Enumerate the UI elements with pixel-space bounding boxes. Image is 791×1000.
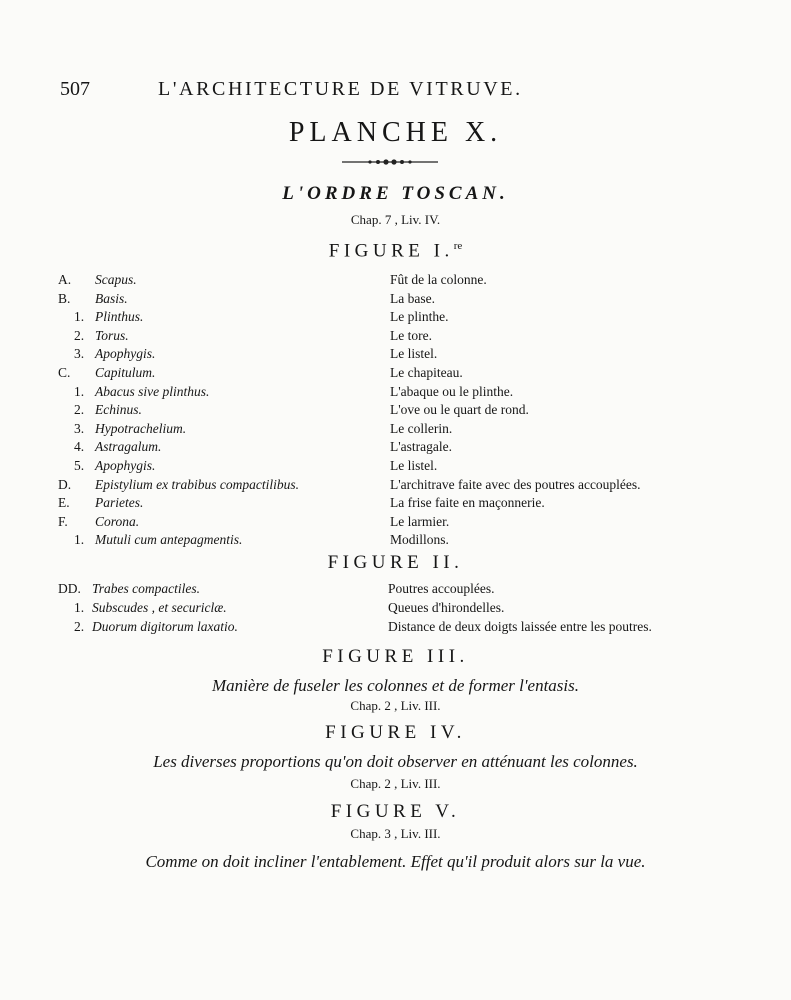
legend-latin-term: Duorum digitorum laxatio. [92, 619, 238, 634]
legend-latin-term: Epistylium ex trabibus compactilibus. [95, 476, 299, 492]
legend-latin-term: Hypotrachelium. [95, 420, 187, 436]
legend-label: 1. [74, 309, 85, 325]
legend-latin-term: Astragalum. [95, 439, 162, 455]
legend-latin-term: Echinus. [95, 402, 142, 418]
figure-3-reference: Chap. 2 , Liv. III. [350, 698, 441, 713]
legend-row [0, 421, 791, 440]
legend-french-term: Le chapiteau. [390, 365, 463, 380]
legend-label: 3. [74, 346, 85, 362]
legend-french-term: L'abaque ou le plinthe. [390, 383, 514, 399]
legend-latin-term: Abacus sive plinthus. [95, 383, 210, 399]
legend-label: 3. [74, 420, 85, 436]
legend-french-term: L'ove ou le quart de rond. [390, 402, 529, 418]
legend-label: B. [58, 290, 71, 306]
legend-latin-term: Scapus. [95, 272, 137, 287]
legend-row [0, 309, 791, 328]
legend-label: A. [58, 272, 72, 287]
legend-french-term: Fût de la colonne. [390, 272, 487, 287]
legend-label: 4. [74, 439, 85, 455]
legend-row [0, 402, 791, 421]
figure-5-reference: Chap. 3 , Liv. III. [350, 826, 441, 841]
legend-latin-term: Plinthus. [95, 309, 144, 325]
legend-latin-term: Capitulum. [95, 365, 156, 380]
legend-latin-term: Corona. [95, 513, 140, 529]
legend-label: F. [58, 513, 68, 529]
legend-label: D. [58, 476, 72, 492]
legend-latin-term: Mutuli cum antepagmentis. [95, 532, 243, 548]
legend-french-term: Le listel. [390, 346, 438, 362]
running-title: L'ARCHITECTURE DE VITRUVE. [158, 78, 523, 100]
legend-french-term: Le larmier. [390, 513, 450, 529]
legend-french-term: Le tore. [390, 327, 432, 343]
legend-row [0, 365, 791, 384]
figure-3-caption: Manière de fuseler les colonnes et de former l'entasis. [211, 676, 579, 695]
legend-french-term: Le plinthe. [390, 309, 449, 325]
ornament-divider [340, 155, 440, 169]
legend-latin-term: Trabes compactiles. [92, 581, 200, 596]
legend-french-term: La frise faite en maçonnerie. [390, 495, 545, 511]
legend-french-term: Modillons. [390, 532, 449, 548]
legend-latin-term: Basis. [95, 290, 128, 306]
figure-2-title: FIGURE II. [327, 552, 464, 573]
figure-5-title: FIGURE V. [330, 801, 461, 822]
order-title: L'ORDRE TOSCAN. [282, 183, 509, 204]
legend-label: 1. [74, 383, 85, 399]
legend-row [0, 600, 791, 619]
legend-row [0, 439, 791, 458]
legend-label: C. [58, 365, 71, 380]
legend-french-term: Distance de deux doigts laissée entre les poutres. [388, 619, 652, 634]
legend-label: 2. [74, 619, 85, 634]
legend-row [0, 384, 791, 403]
legend-label: 2. [74, 402, 85, 418]
legend-label: 5. [74, 458, 85, 473]
legend-row [0, 514, 791, 533]
order-reference: Chap. 7 , Liv. IV. [350, 212, 441, 227]
legend-label: 2. [74, 327, 85, 343]
legend-french-term: Queues d'hirondelles. [388, 600, 505, 615]
legend-latin-term: Apophygis. [95, 346, 156, 362]
legend-latin-term: Apophygis. [95, 458, 156, 473]
plate-title: PLANCHE X. [288, 117, 503, 148]
legend-latin-term: Parietes. [95, 495, 144, 511]
legend-french-term: L'astragale. [390, 439, 453, 455]
legend-french-term: Le collerin. [390, 420, 453, 436]
figure-4-caption: Les diverses proportions qu'on doit observer en atténuant les colonnes. [153, 752, 638, 771]
legend-row [0, 495, 791, 514]
figure-4-title: FIGURE IV. [325, 722, 466, 743]
legend-french-term: L'architrave faite avec des poutres accouplées. [390, 476, 641, 492]
legend-row [0, 477, 791, 496]
legend-french-term: Le listel. [390, 458, 438, 473]
page-number: 507 [60, 78, 90, 100]
legend-row [0, 458, 791, 477]
legend-label: E. [58, 495, 70, 511]
legend-latin-term: Torus. [95, 327, 129, 343]
legend-row [0, 328, 791, 347]
legend-french-term: La base. [390, 290, 435, 306]
legend-label: DD. [58, 581, 81, 596]
legend-row [0, 346, 791, 365]
legend-row [0, 272, 791, 291]
legend-row [0, 291, 791, 310]
legend-label: 1. [74, 532, 85, 548]
legend-label: 1. [74, 600, 85, 615]
legend-french-term: Poutres accouplées. [388, 581, 495, 596]
legend-latin-term: Subscudes , et securiclæ. [92, 600, 227, 615]
figure-3-title: FIGURE III. [322, 646, 469, 667]
legend-row [0, 532, 791, 551]
figure-5-caption: Comme on doit incliner l'entablement. Effet qu'il produit alors sur la vue. [145, 852, 646, 871]
figure-1-title: FIGURE I.$^{re}$ [328, 240, 463, 262]
legend-row [0, 581, 791, 600]
figure-4-reference: Chap. 2 , Liv. III. [350, 776, 441, 791]
legend-row [0, 619, 791, 638]
